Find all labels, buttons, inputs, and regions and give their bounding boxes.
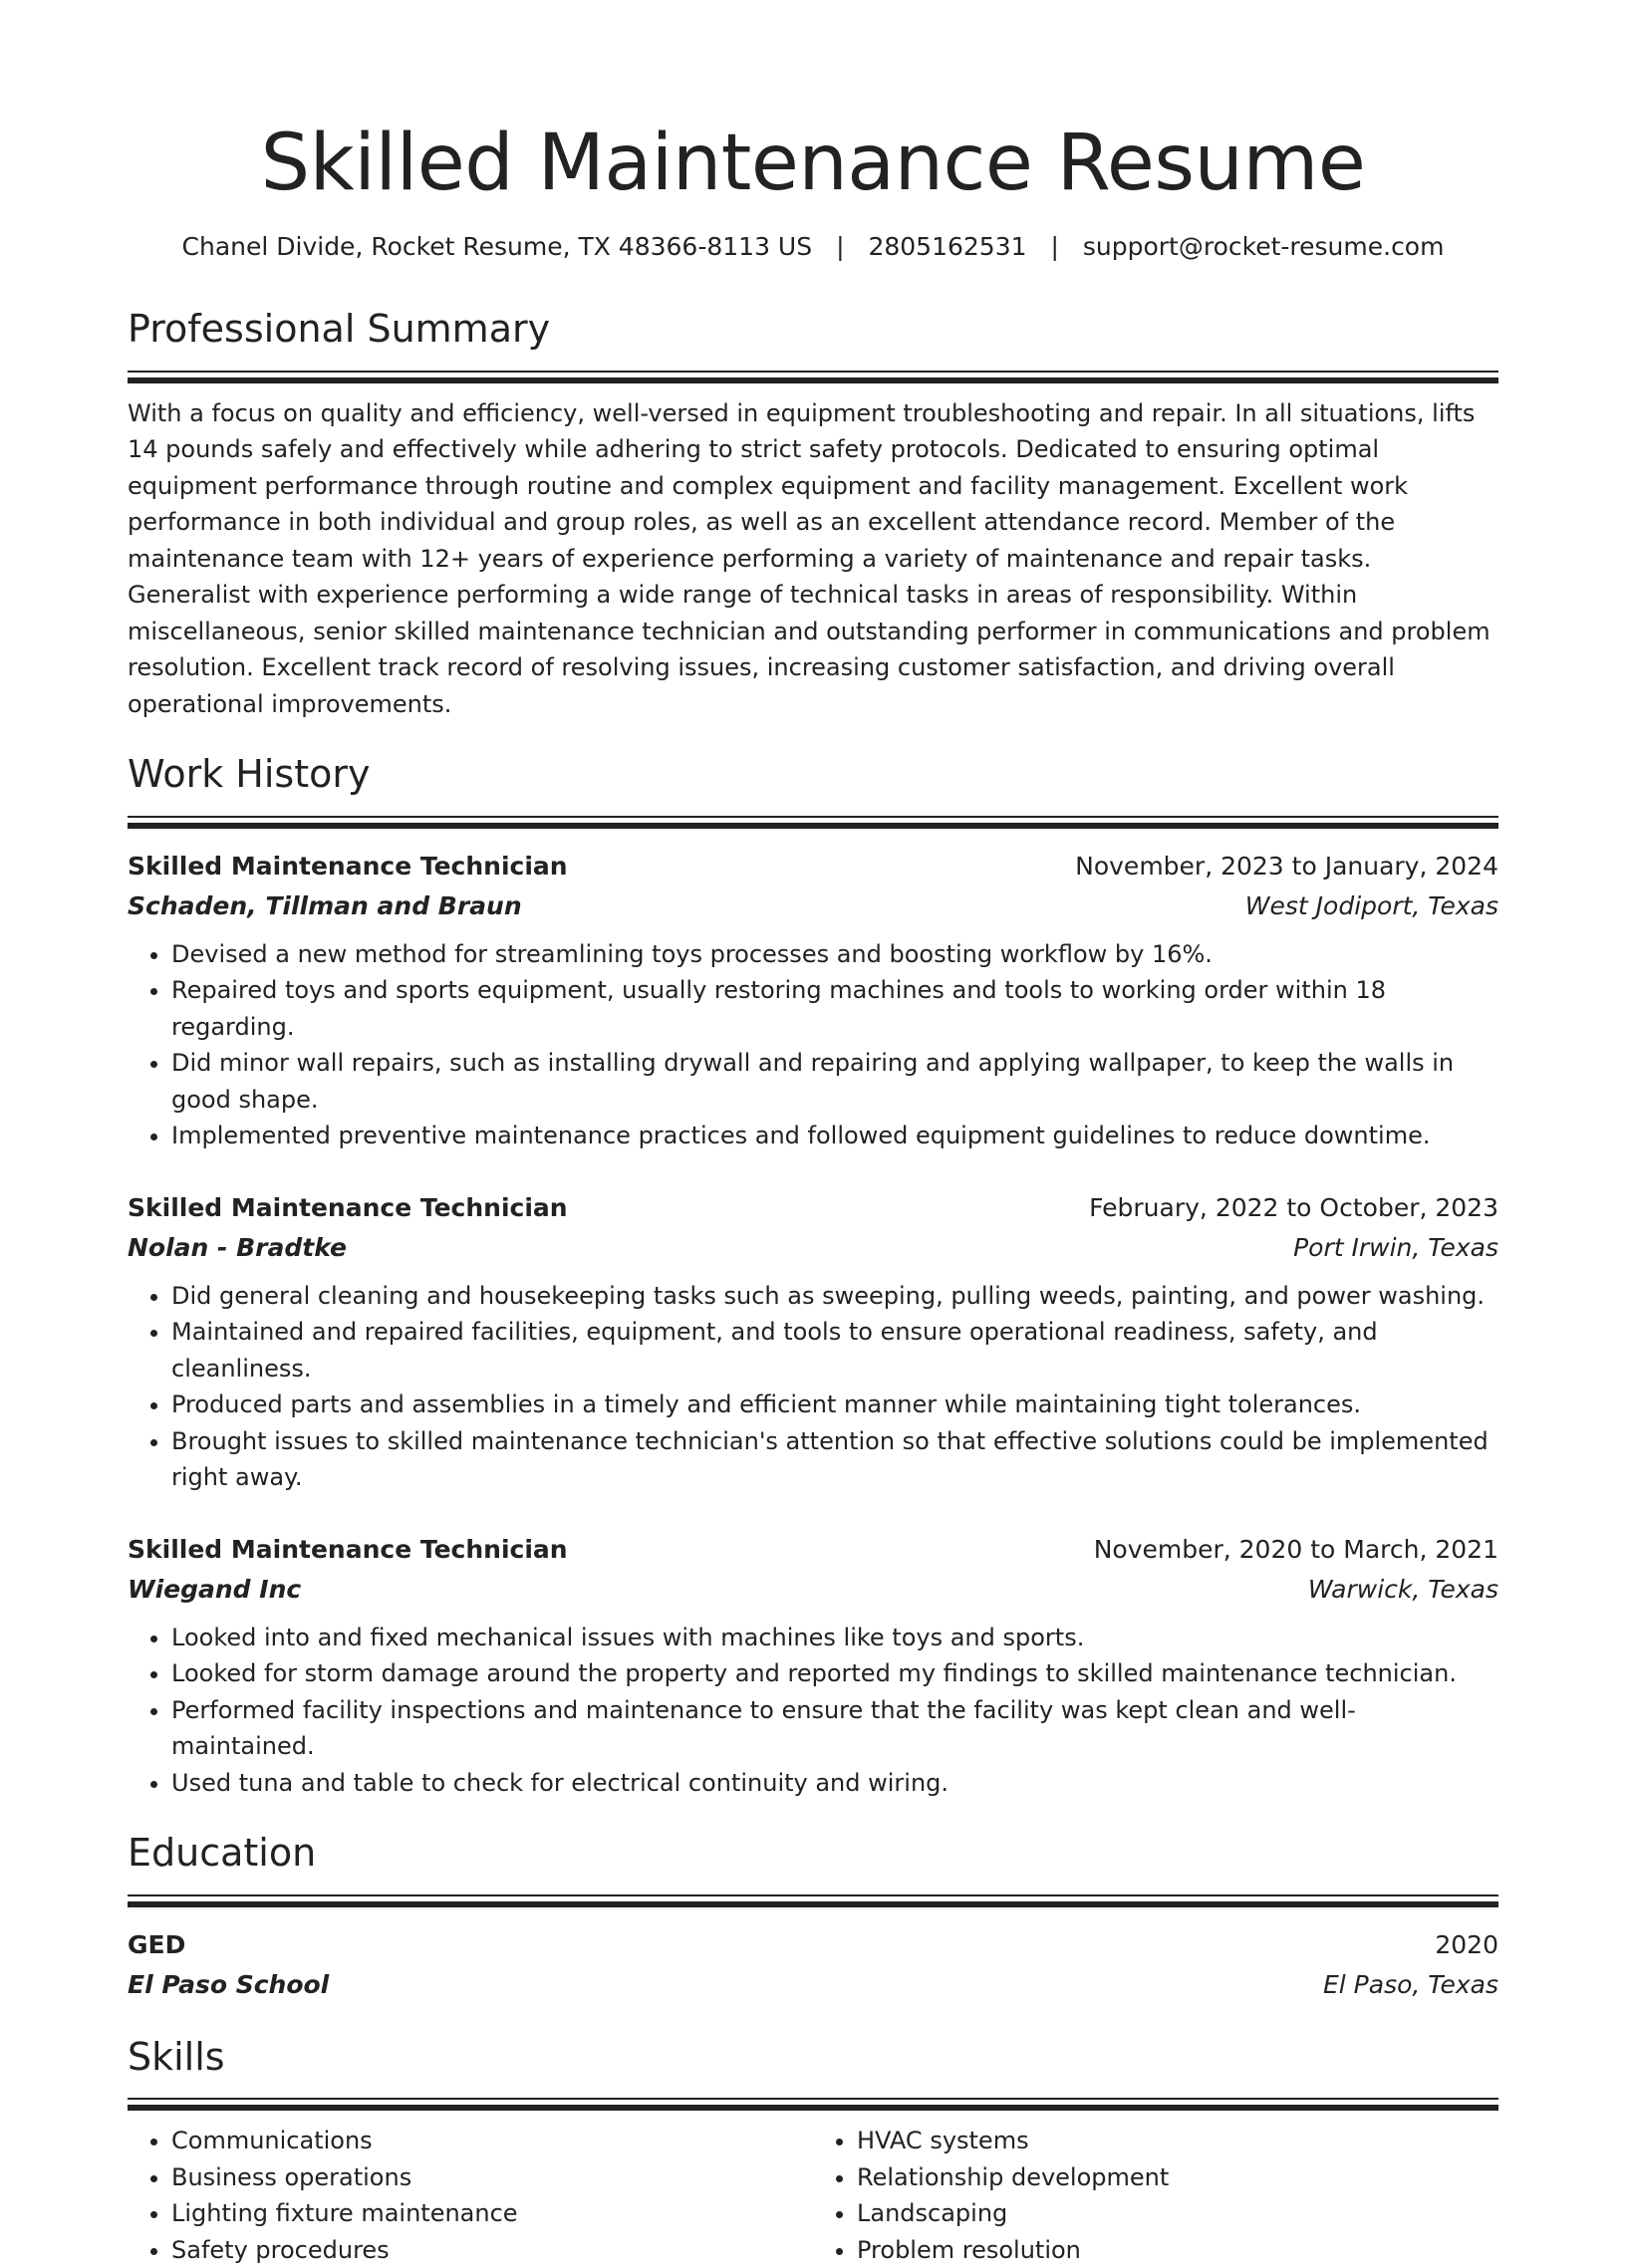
list-item: • HVAC systems xyxy=(857,2123,1498,2159)
job-employer-row xyxy=(128,1228,1498,1268)
contact-separator: | xyxy=(836,231,845,261)
job-employer: Nolan - Bradtke xyxy=(128,1232,347,1262)
job-dates: November, 2020 to March, 2021 xyxy=(1093,1534,1498,1564)
section-divider xyxy=(128,1894,1498,1907)
section-divider xyxy=(128,816,1498,829)
job-location: West Jodiport, Texas xyxy=(1244,890,1498,920)
list-item: • Landscaping xyxy=(857,2195,1498,2232)
job-employer-row xyxy=(128,886,1498,926)
list-item: • Performed facility inspections and maintenance to ensure that the facility was kept clean and well-maintained. xyxy=(171,1692,1498,1765)
list-item: • Lighting fixture maintenance xyxy=(171,2195,813,2232)
job-entry xyxy=(128,847,1498,1154)
list-item: • Business operations xyxy=(171,2159,813,2196)
list-item: • Brought issues to skilled maintenance technician's attention so that effective solutions could be implemented right away. xyxy=(171,1423,1498,1496)
list-item: • Implemented preventive maintenance practices and followed equipment guidelines to reduce downtime. xyxy=(171,1118,1498,1154)
list-item: • Repaired toys and sports equipment, usually restoring machines and tools to working order within 18 regarding. xyxy=(171,972,1498,1045)
education-location: El Paso, Texas xyxy=(1322,1969,1498,1999)
list-item: • Devised a new method for streamlining toys processes and boosting workflow by 16%. xyxy=(171,936,1498,973)
job-employer-row xyxy=(128,1570,1498,1610)
section-heading-education: Education xyxy=(128,1831,317,1876)
job-location: Port Irwin, Texas xyxy=(1293,1232,1498,1262)
section-work-history xyxy=(128,752,1498,1801)
section-heading-skills: Skills xyxy=(128,2034,225,2079)
list-item: • Looked for storm damage around the property and reported my findings to skilled maintenance technician. xyxy=(171,1655,1498,1692)
list-item: • Communications xyxy=(171,2123,813,2159)
skills-column-right xyxy=(813,2123,1498,2268)
list-item: • Safety procedures xyxy=(171,2232,813,2268)
contact-line xyxy=(128,231,1498,264)
list-item: • Did minor wall repairs, such as installing drywall and repairing and applying wallpaper, to keep the walls in good shape. xyxy=(171,1045,1498,1118)
summary-text: With a focus on quality and efficiency, well-versed in equipment troubleshooting and repair. In all situations, lifts 14 pounds safely and effectively while adhering to strict safety protocols. Dedicated to ensuring optimal equipment performance through routine and complex equipment and facility management. Excellent work performance in both individual and group roles, as well as an excellent attendance record. Member of the maintenance team with 12+ years of experience performing a variety of maintenance and repair tasks. Generalist with experience performing a wide range of technical tasks in areas of responsibility. Within miscellaneous, senior skilled maintenance technician and outstanding performer in communications and problem resolution. Excellent track record of resolving issues, increasing customer satisfaction, and driving overall operational improvements. xyxy=(128,398,1490,718)
job-title: Skilled Maintenance Technician xyxy=(128,1192,568,1222)
job-entry xyxy=(128,1188,1498,1496)
job-entry xyxy=(128,1530,1498,1802)
education-school: El Paso School xyxy=(128,1969,330,1999)
job-header-row xyxy=(128,1530,1498,1570)
list-item: • Looked into and fixed mechanical issues with machines like toys and sports. xyxy=(171,1620,1498,1656)
job-employer: Schaden, Tillman and Braun xyxy=(128,890,522,920)
skills-list xyxy=(128,2123,1498,2268)
education-header-row xyxy=(128,1925,1498,1965)
section-skills xyxy=(128,2035,1498,2268)
education-school-row xyxy=(128,1965,1498,2005)
job-title: Skilled Maintenance Technician xyxy=(128,1534,568,1564)
document-title: Skilled Maintenance Resume xyxy=(260,119,1366,208)
skills-column-left xyxy=(128,2123,813,2268)
list-item: • Used tuna and table to check for electrical continuity and wiring. xyxy=(171,1765,1498,1802)
list-item: • Did general cleaning and housekeeping tasks such as sweeping, pulling weeds, painting, and power washing. xyxy=(171,1278,1498,1315)
contact-email: support@rocket-resume.com xyxy=(1082,231,1445,261)
list-item: • Maintained and repaired facilities, equipment, and tools to ensure operational readiness, safety, and cleanliness. xyxy=(171,1314,1498,1386)
section-divider xyxy=(128,2098,1498,2111)
section-heading-work-history: Work History xyxy=(128,752,371,797)
job-employer: Wiegand Inc xyxy=(128,1574,302,1604)
education-year: 2020 xyxy=(1435,1929,1498,1959)
job-bullets xyxy=(128,1278,1498,1496)
section-education xyxy=(128,1831,1498,2005)
contact-separator: | xyxy=(1050,231,1059,261)
job-location: Warwick, Texas xyxy=(1307,1574,1498,1604)
section-summary xyxy=(128,307,1498,722)
job-dates: November, 2023 to January, 2024 xyxy=(1075,851,1498,881)
contact-address: Chanel Divide, Rocket Resume, TX 48366-8113 US xyxy=(181,231,813,261)
job-bullets xyxy=(128,1620,1498,1802)
section-divider xyxy=(128,371,1498,383)
education-degree: GED xyxy=(128,1929,186,1959)
job-header-row xyxy=(128,1188,1498,1228)
job-dates: February, 2022 to October, 2023 xyxy=(1089,1192,1498,1222)
job-bullets xyxy=(128,936,1498,1154)
resume-page xyxy=(128,118,1498,2268)
education-entry xyxy=(128,1925,1498,2005)
list-item: • Problem resolution xyxy=(857,2232,1498,2268)
list-item: • Relationship development xyxy=(857,2159,1498,2196)
section-heading-summary: Professional Summary xyxy=(128,307,551,352)
job-header-row xyxy=(128,847,1498,886)
list-item: • Produced parts and assemblies in a timely and efficient manner while maintaining tight tolerances. xyxy=(171,1386,1498,1423)
contact-phone: 2805162531 xyxy=(868,231,1027,261)
job-title: Skilled Maintenance Technician xyxy=(128,851,568,881)
